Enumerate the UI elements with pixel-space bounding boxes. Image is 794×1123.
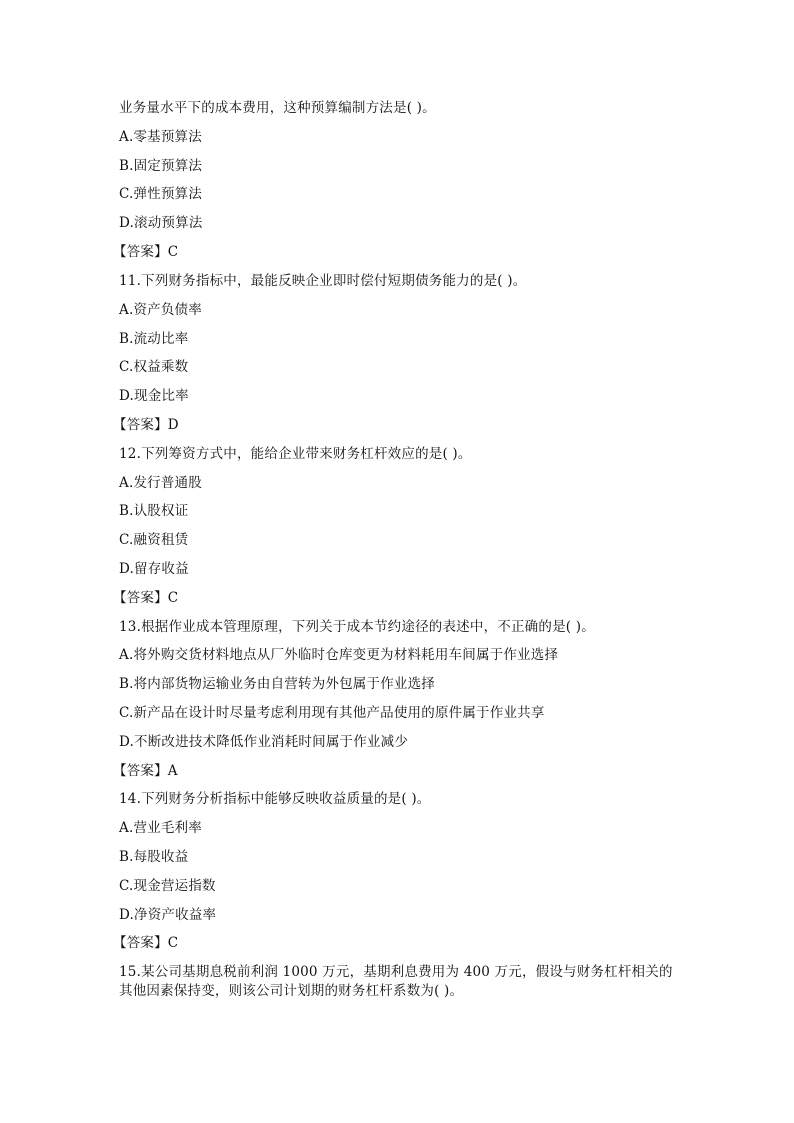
q13-option-b: B.将内部货物运输业务由自营转为外包属于作业选择 [119, 676, 436, 692]
q13-option-a: A.将外购交货材料地点从厂外临时仓库变更为材料耗用车间属于作业选择 [119, 647, 559, 663]
q13-answer: 【答案】A [113, 763, 178, 779]
q12-option-d: D.留存收益 [119, 561, 189, 577]
q10-option-c: C.弹性预算法 [119, 186, 203, 202]
q14-answer: 【答案】C [113, 935, 179, 951]
question-10-stem-continued: 业务量水平下的成本费用，这种预算编制方法是( )。 [119, 100, 436, 116]
q14-option-d: D.净资产收益率 [119, 907, 217, 923]
question-15-stem: 15.某公司基期息税前利润 1000 万元，基期利息费用为 400 万元，假设与财务杠杆相关的其他因素保持变，则该公司计划期的财务杠杆系数为( )。 [119, 964, 673, 999]
q12-option-b: B.认股权证 [119, 503, 189, 519]
question-12-stem: 12.下列筹资方式中，能给企业带来财务杠杆效应的是( )。 [119, 446, 472, 462]
question-13-stem: 13.根据作业成本管理原理，下列关于成本节约途径的表述中，不正确的是( )。 [119, 619, 595, 635]
q12-option-a: A.发行普通股 [119, 475, 202, 491]
q11-option-a: A.资产负债率 [119, 302, 202, 318]
q11-option-c: C.权益乘数 [119, 359, 189, 375]
q14-option-c: C.现金营运指数 [119, 878, 216, 894]
q14-option-b: B.每股收益 [119, 849, 189, 865]
question-11-stem: 11.下列财务指标中，最能反映企业即时偿付短期债务能力的是( )。 [119, 273, 527, 289]
q10-answer: 【答案】C [113, 244, 179, 260]
q11-option-d: D.现金比率 [119, 388, 189, 404]
q10-option-b: B.固定预算法 [119, 158, 203, 174]
q10-option-a: A.零基预算法 [119, 129, 202, 145]
q13-option-c: C.新产品在设计时尽量考虑利用现有其他产品使用的原件属于作业共享 [119, 705, 545, 721]
q10-option-d: D.滚动预算法 [119, 215, 203, 231]
q12-option-c: C.融资租赁 [119, 532, 189, 548]
question-14-stem: 14.下列财务分析指标中能够反映收益质量的是( )。 [119, 791, 431, 807]
q11-option-b: B.流动比率 [119, 331, 189, 347]
q12-answer: 【答案】C [113, 590, 179, 606]
q11-answer: 【答案】D [113, 417, 179, 433]
q14-option-a: A.营业毛利率 [119, 820, 202, 836]
q13-option-d: D.不断改进技术降低作业消耗时间属于作业减少 [119, 734, 409, 750]
